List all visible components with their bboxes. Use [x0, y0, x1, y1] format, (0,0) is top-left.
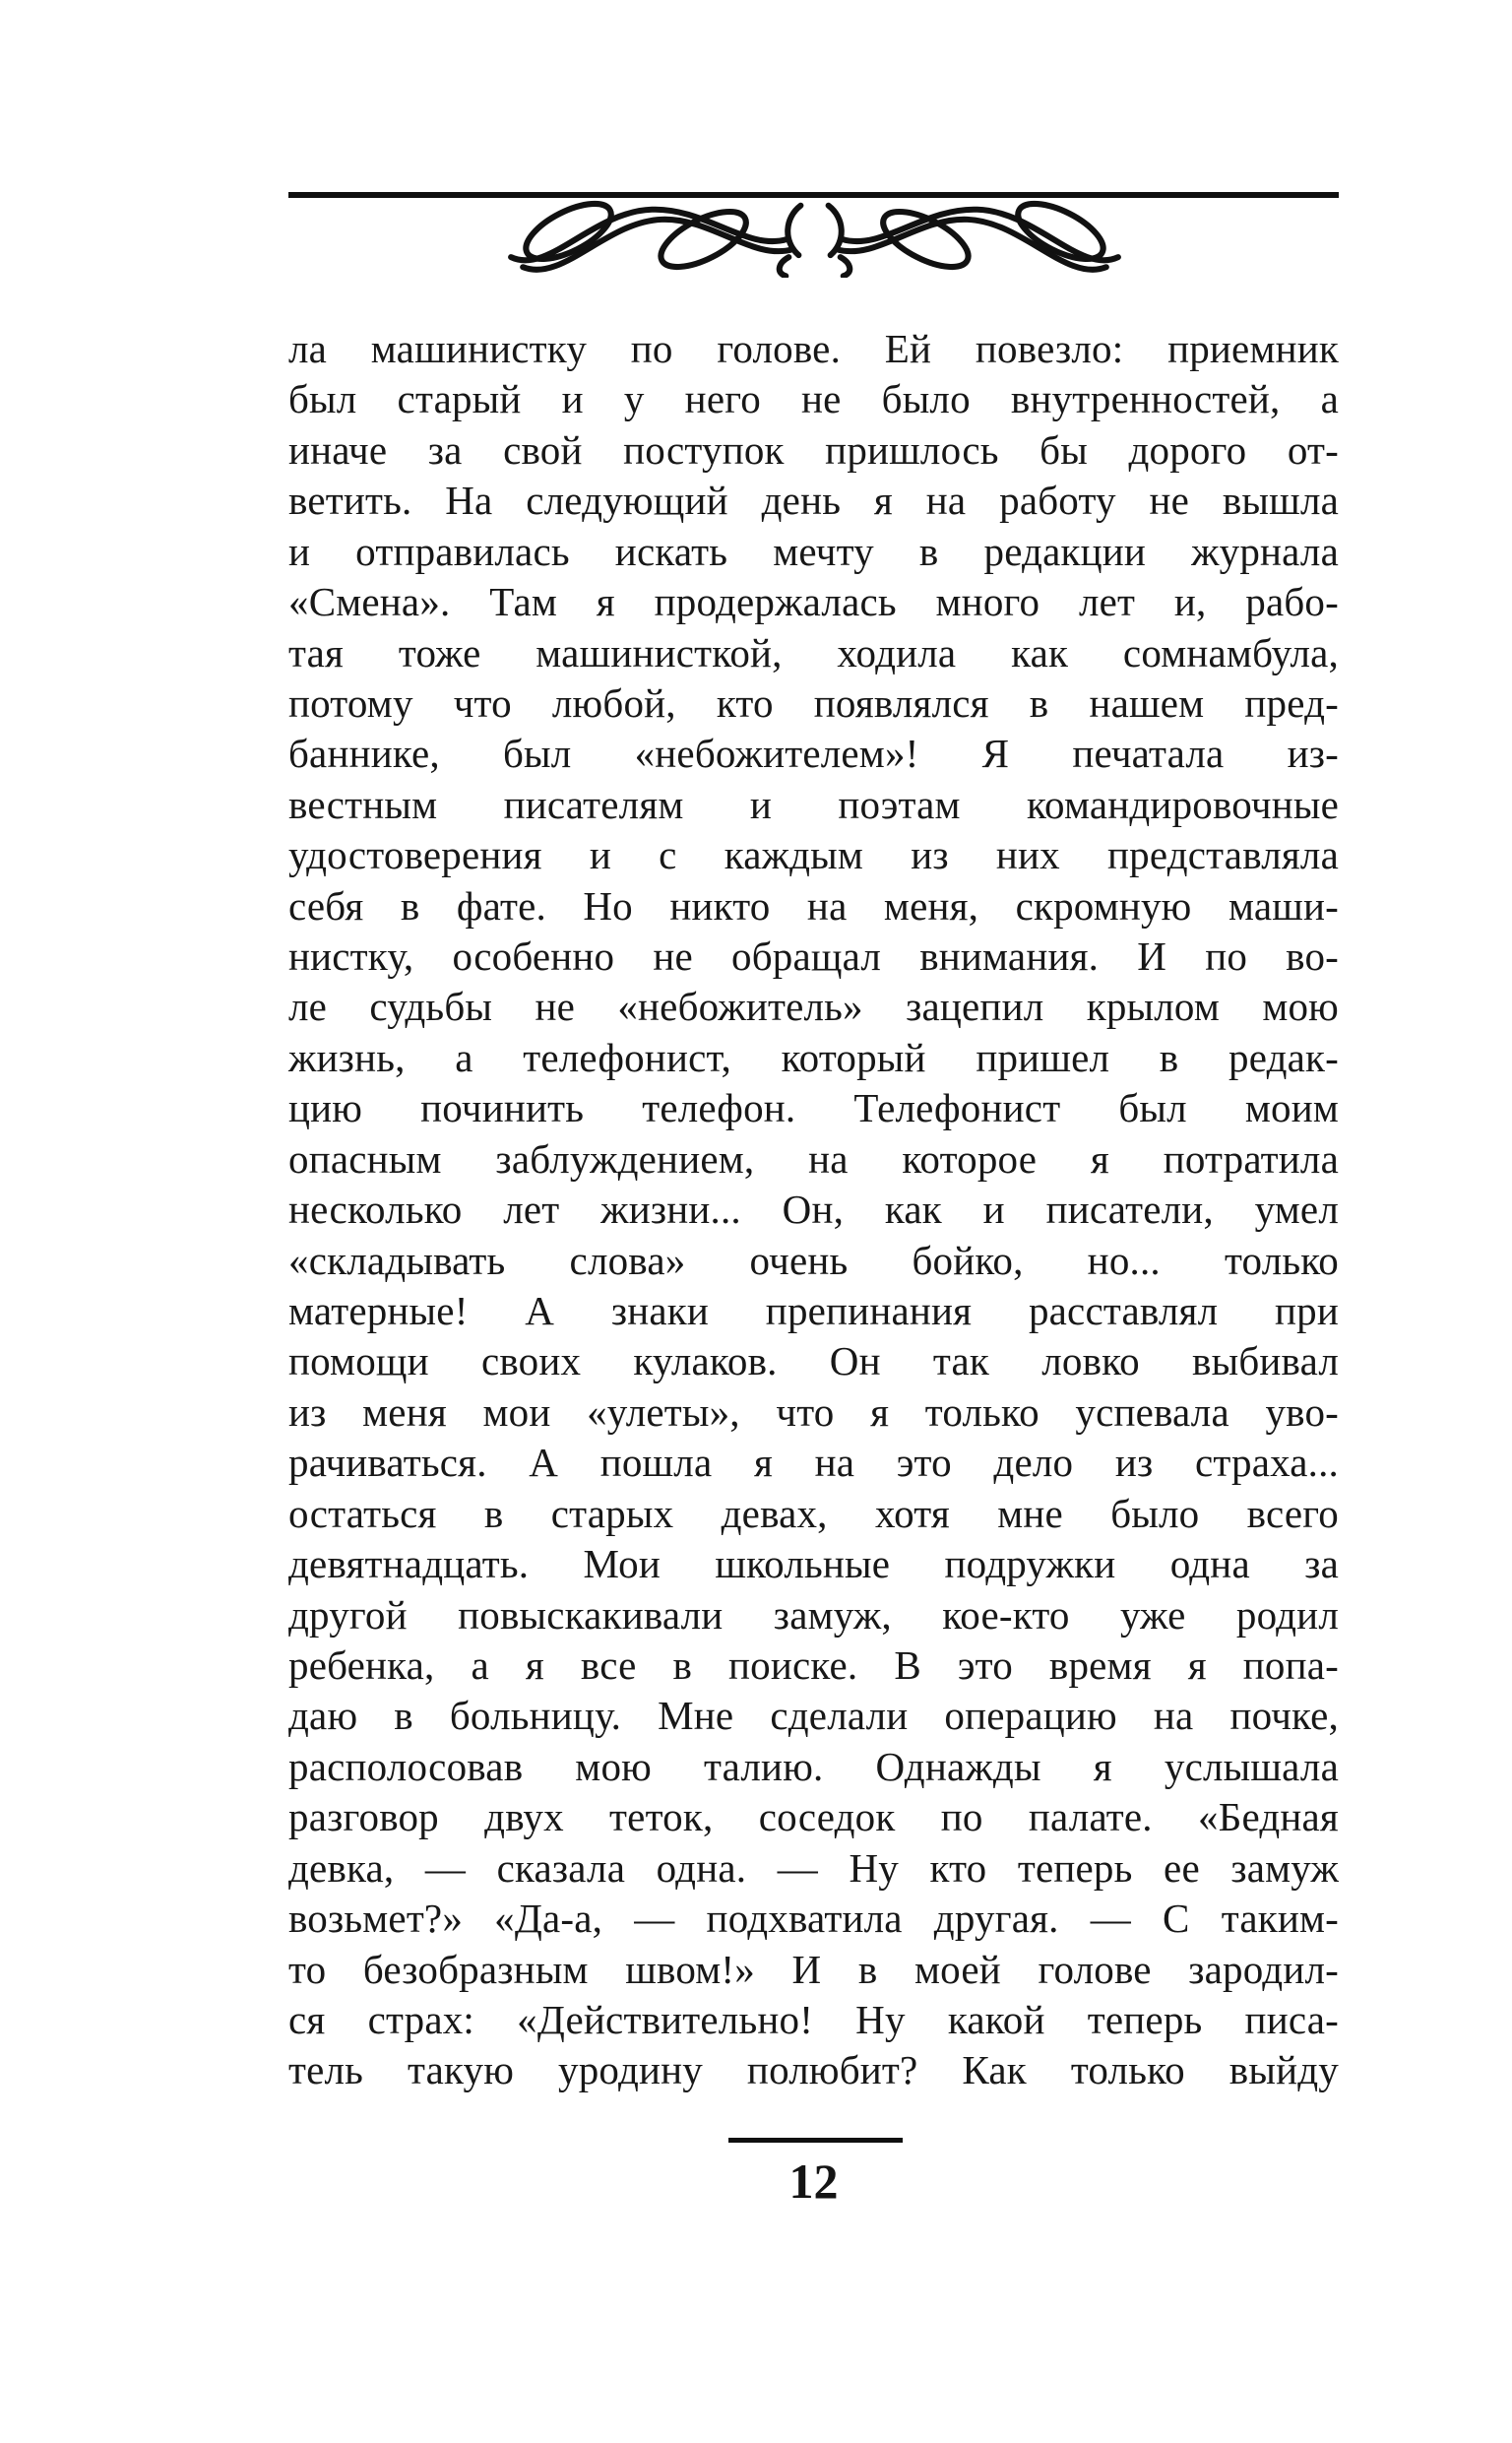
text-line: то безобразным швом!» И в моей голове зародил- — [288, 1946, 1339, 1992]
page-number: 12 — [788, 2154, 839, 2209]
text-line: другой повыскакивали замуж, кое-кто уже родил — [288, 1591, 1339, 1638]
footer-rule — [728, 2138, 903, 2143]
text-line: девятнадцать. Мои школьные подружки одна за — [288, 1541, 1339, 1587]
text-line: был старый и у него не было внутренностей, а — [288, 376, 1339, 422]
text-line: себя в фате. Но никто на меня, скромную маши- — [288, 882, 1339, 929]
text-line: рачиваться. А пошла я на это дело из страха... — [288, 1440, 1339, 1486]
body-text — [288, 324, 1339, 2096]
text-line: удостоверения и с каждым из них представляла — [288, 832, 1339, 878]
text-line: баннике, был «небожителем»! Я печатала из- — [288, 731, 1339, 777]
text-line: матерные! А знаки препинания расставлял при — [288, 1288, 1339, 1334]
text-line: «складывать слова» очень бойко, но... только — [288, 1237, 1339, 1283]
text-line: несколько лет жизни... Он, как и писатели, умел — [288, 1187, 1339, 1233]
text-line: помощи своих кулаков. Он так ловко выбивал — [288, 1338, 1339, 1384]
text-line: остаться в старых девах, хотя мне было всего — [288, 1490, 1339, 1536]
text-line: разговор двух теток, соседок по палате. «Бедная — [288, 1794, 1339, 1840]
text-line: цию починить телефон. Телефонист был моим — [288, 1085, 1339, 1131]
text-line: вестным писателям и поэтам командировочные — [288, 781, 1339, 827]
text-line: девка, — сказала одна. — Ну кто теперь ее замуж — [288, 1844, 1339, 1891]
text-line: тель такую уродину полюбит? Как только выйду — [288, 2047, 1339, 2093]
text-line: ле судьбы не «небожитель» зацепил крылом мою — [288, 984, 1339, 1030]
calligraphic-flourish-icon — [497, 197, 1132, 278]
text-line: нистку, особенно не обращал внимания. И по во- — [288, 933, 1339, 980]
text-line: даю в больницу. Мне сделали операцию на почке, — [288, 1693, 1339, 1739]
text-line: потому что любой, кто появлялся в нашем пред- — [288, 679, 1339, 726]
text-line: ся страх: «Действительно! Ну какой теперь писа- — [288, 1996, 1339, 2042]
text-line: ребенка, а я все в поиске. В это время я попа- — [288, 1641, 1339, 1688]
text-line: жизнь, а телефонист, который пришел в редак- — [288, 1034, 1339, 1080]
text-line: тая тоже машинисткой, ходила как сомнамбула, — [288, 629, 1339, 675]
text-line: возьмет?» «Да-а, — подхватила другая. — С таким- — [288, 1896, 1339, 1942]
text-line: «Смена». Там я продержалась много лет и, рабо- — [288, 579, 1339, 625]
text-line: из меня мои «улеты», что я только успевала уво- — [288, 1388, 1339, 1435]
text-line: иначе за свой поступок пришлось бы дорого от- — [288, 426, 1339, 473]
text-line: ветить. На следующий день я на работу не вышла — [288, 478, 1339, 524]
text-line: и отправилась искать мечту в редакции журнала — [288, 528, 1339, 574]
text-line: располосовав мою талию. Однажды я услышала — [288, 1743, 1339, 1789]
text-line: ла машинистку по голове. Ей повезло: приемник — [288, 326, 1339, 371]
text-line: опасным заблуждением, на которое я потратила — [288, 1135, 1339, 1182]
